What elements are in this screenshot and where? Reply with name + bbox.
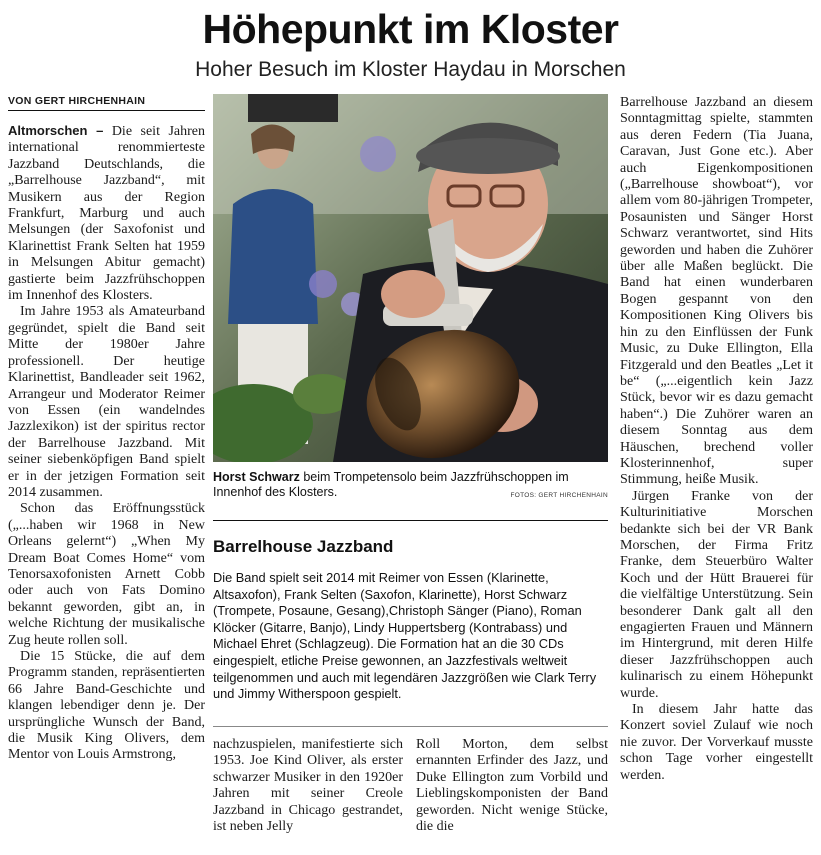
column-4-paragraph-2: Jürgen Franke von der Kulturinitiative Morschen bedankte sich bei der VR Bank Morschen, der Firma Fritz Franke, dem Steuerbüro Walter Koch und der Hütt Brauerei für die vielfältige Unterstützung. Sein besonderer Dank galt all den engagierten Frauen und Männern im Hintergrund, mit deren Hilfe dieser Jazzfrühschoppen auch kulinarisch zu einem Höhepunkt wurde. [620, 488, 813, 701]
paragraph-4: Die 15 Stücke, die auf dem Programm standen, repräsentierten 66 Jahre Band-Geschichte und klangen lebendiger denn je. Der ursprüngliche Wunsch der Band, die Musik King Olivers, dem Mentor von Louis Armstrong, [8, 649, 205, 763]
column-4-paragraph-3: In diesem Jahr hatte das Konzert soviel Zulauf wie noch nie zuvor. Der Vorverkauf musste schon Tage vorher eingestellt werden. [620, 702, 813, 783]
article-column-4 [620, 95, 813, 784]
infobox-bottom-rule [213, 726, 608, 727]
article-column-1 [8, 123, 205, 764]
column-3-text: Roll Morton, dem selbst ernannten Erfinder des Jazz, und Duke Ellington zum Vorbild und Lieblingskomponisten der Band geworden. Nicht wenige Stücke, die die [416, 737, 608, 835]
paragraph-1 [8, 123, 205, 304]
infobox-top-rule [213, 520, 608, 521]
dateline: Altmorschen – [8, 123, 104, 138]
article-photo [213, 94, 608, 462]
paragraph-1-text: Die seit Jahren international renommierteste Jazzband Deutschlands, die „Barrelhouse Jazzband“, mit Musikern aus der Region Frankfurt, Marburg und auch Melsungen (der Saxofonist und Klarinettist Frank Selten hat 1959 in Melsungen Abitur gemacht) gastierte beim Jazzfrühschoppen im Innenhof des Klosters. [8, 124, 205, 304]
infobox-title: Barrelhouse Jazzband [213, 537, 394, 556]
caption-text: beim Trompetensolo beim Jazzfrühschoppen im Innenhof des Klosters. [213, 470, 569, 499]
column-4-paragraph-1: Barrelhouse Jazzband an diesem Sonntagmittag spielte, stammten aus deren Federn (Tia Juana, Caravan, Just Gone etc.). Aber auch Eigenkompositionen („Barrelhouse showboat“), vor allem vom 80-jährigen Trompeter, Posaunisten und Sänger Horst Schwarz verantwortet, sind Hits geworden und haben die Zuhörer über alle Maßen beglückt. Die Band hat einen wunderbaren Bogen gespannt von den Kompositionen King Olivers bis hin zu den Einflüssen der Funk Music, zu Duke Ellington, Ella Fitzgerald und den Beatles „Let it be“ („...eigentlich kein Jazz Stück, bevor wir es dazu gemacht haben“.) Die Zuhörer waren an diesem Sonntag aus dem Häuschen, brechend voller Klosterinnenhof, super Stimmung, heiße Musik. [620, 95, 813, 488]
infobox-text: Die Band spielt seit 2014 mit Reimer von Essen (Klarinette, Altsaxofon), Frank Selten (Saxofon, Klarinette), Horst Schwarz (Trompete, Posaune, Gesang),Christoph Sänger (Piano), Roman Klöcker (Gitarre, Banjo), Lindy Huppertsberg (Kontrabass) und Michael Ehret (Schlagzeug). Die Formation hat an die 30 CDs eingespielt, etliche Preise gewonnen, an Jazzfestivals weltweit teilgenommen und auch mit legendären Jazzgrößen wie Clark Terry und Jimmy Witherspoon gespielt. [213, 570, 597, 702]
paragraph-3: Schon das Eröffnungsstück („...haben wir 1968 in New Orleans gelernt“) „When My Dream Boat Comes Home“ vom Tenorsaxofonisten Arnett Cobb oder auch von Fats Domino bekannt geworden, gibt an, in welche Richtung der musikalische Zug heute rollen soll. [8, 501, 205, 648]
article-column-3 [416, 737, 608, 835]
column-2-text: nachzuspielen, manifestierte sich 1953. Joe Kind Oliver, als erster schwarzer Musiker in den 1920er Jahren mit seiner Creole Jazzband in Chicago gestrandet, ist neben Jelly [213, 737, 403, 835]
byline: VON GERT HIRCHENHAIN [8, 95, 205, 111]
subheadline: Hoher Besuch im Kloster Haydau in Morschen [195, 58, 626, 81]
paragraph-2: Im Jahre 1953 als Amateurband gegründet, spielt die Band seit Mitte der 1980er Jahre professionell. Der heutige Klarinettist, Bandleader seit 1962, Arrangeur und Moderator Reimer von Essen (ein wandelndes Jazzlexikon) ist der spiritus rector der Barrelhouse Jazzband. Mit seiner siebenköpfigen Band spielt er in der jetzigen Formation seit 2014 zusammen. [8, 304, 205, 500]
headline: Höhepunkt im Kloster [202, 6, 619, 52]
photo-credit: FOTOS: GERT HIRCHENHAIN [510, 492, 608, 499]
article-column-2 [213, 737, 403, 835]
trumpet-player-photo [213, 94, 608, 462]
caption-name: Horst Schwarz [213, 470, 300, 484]
